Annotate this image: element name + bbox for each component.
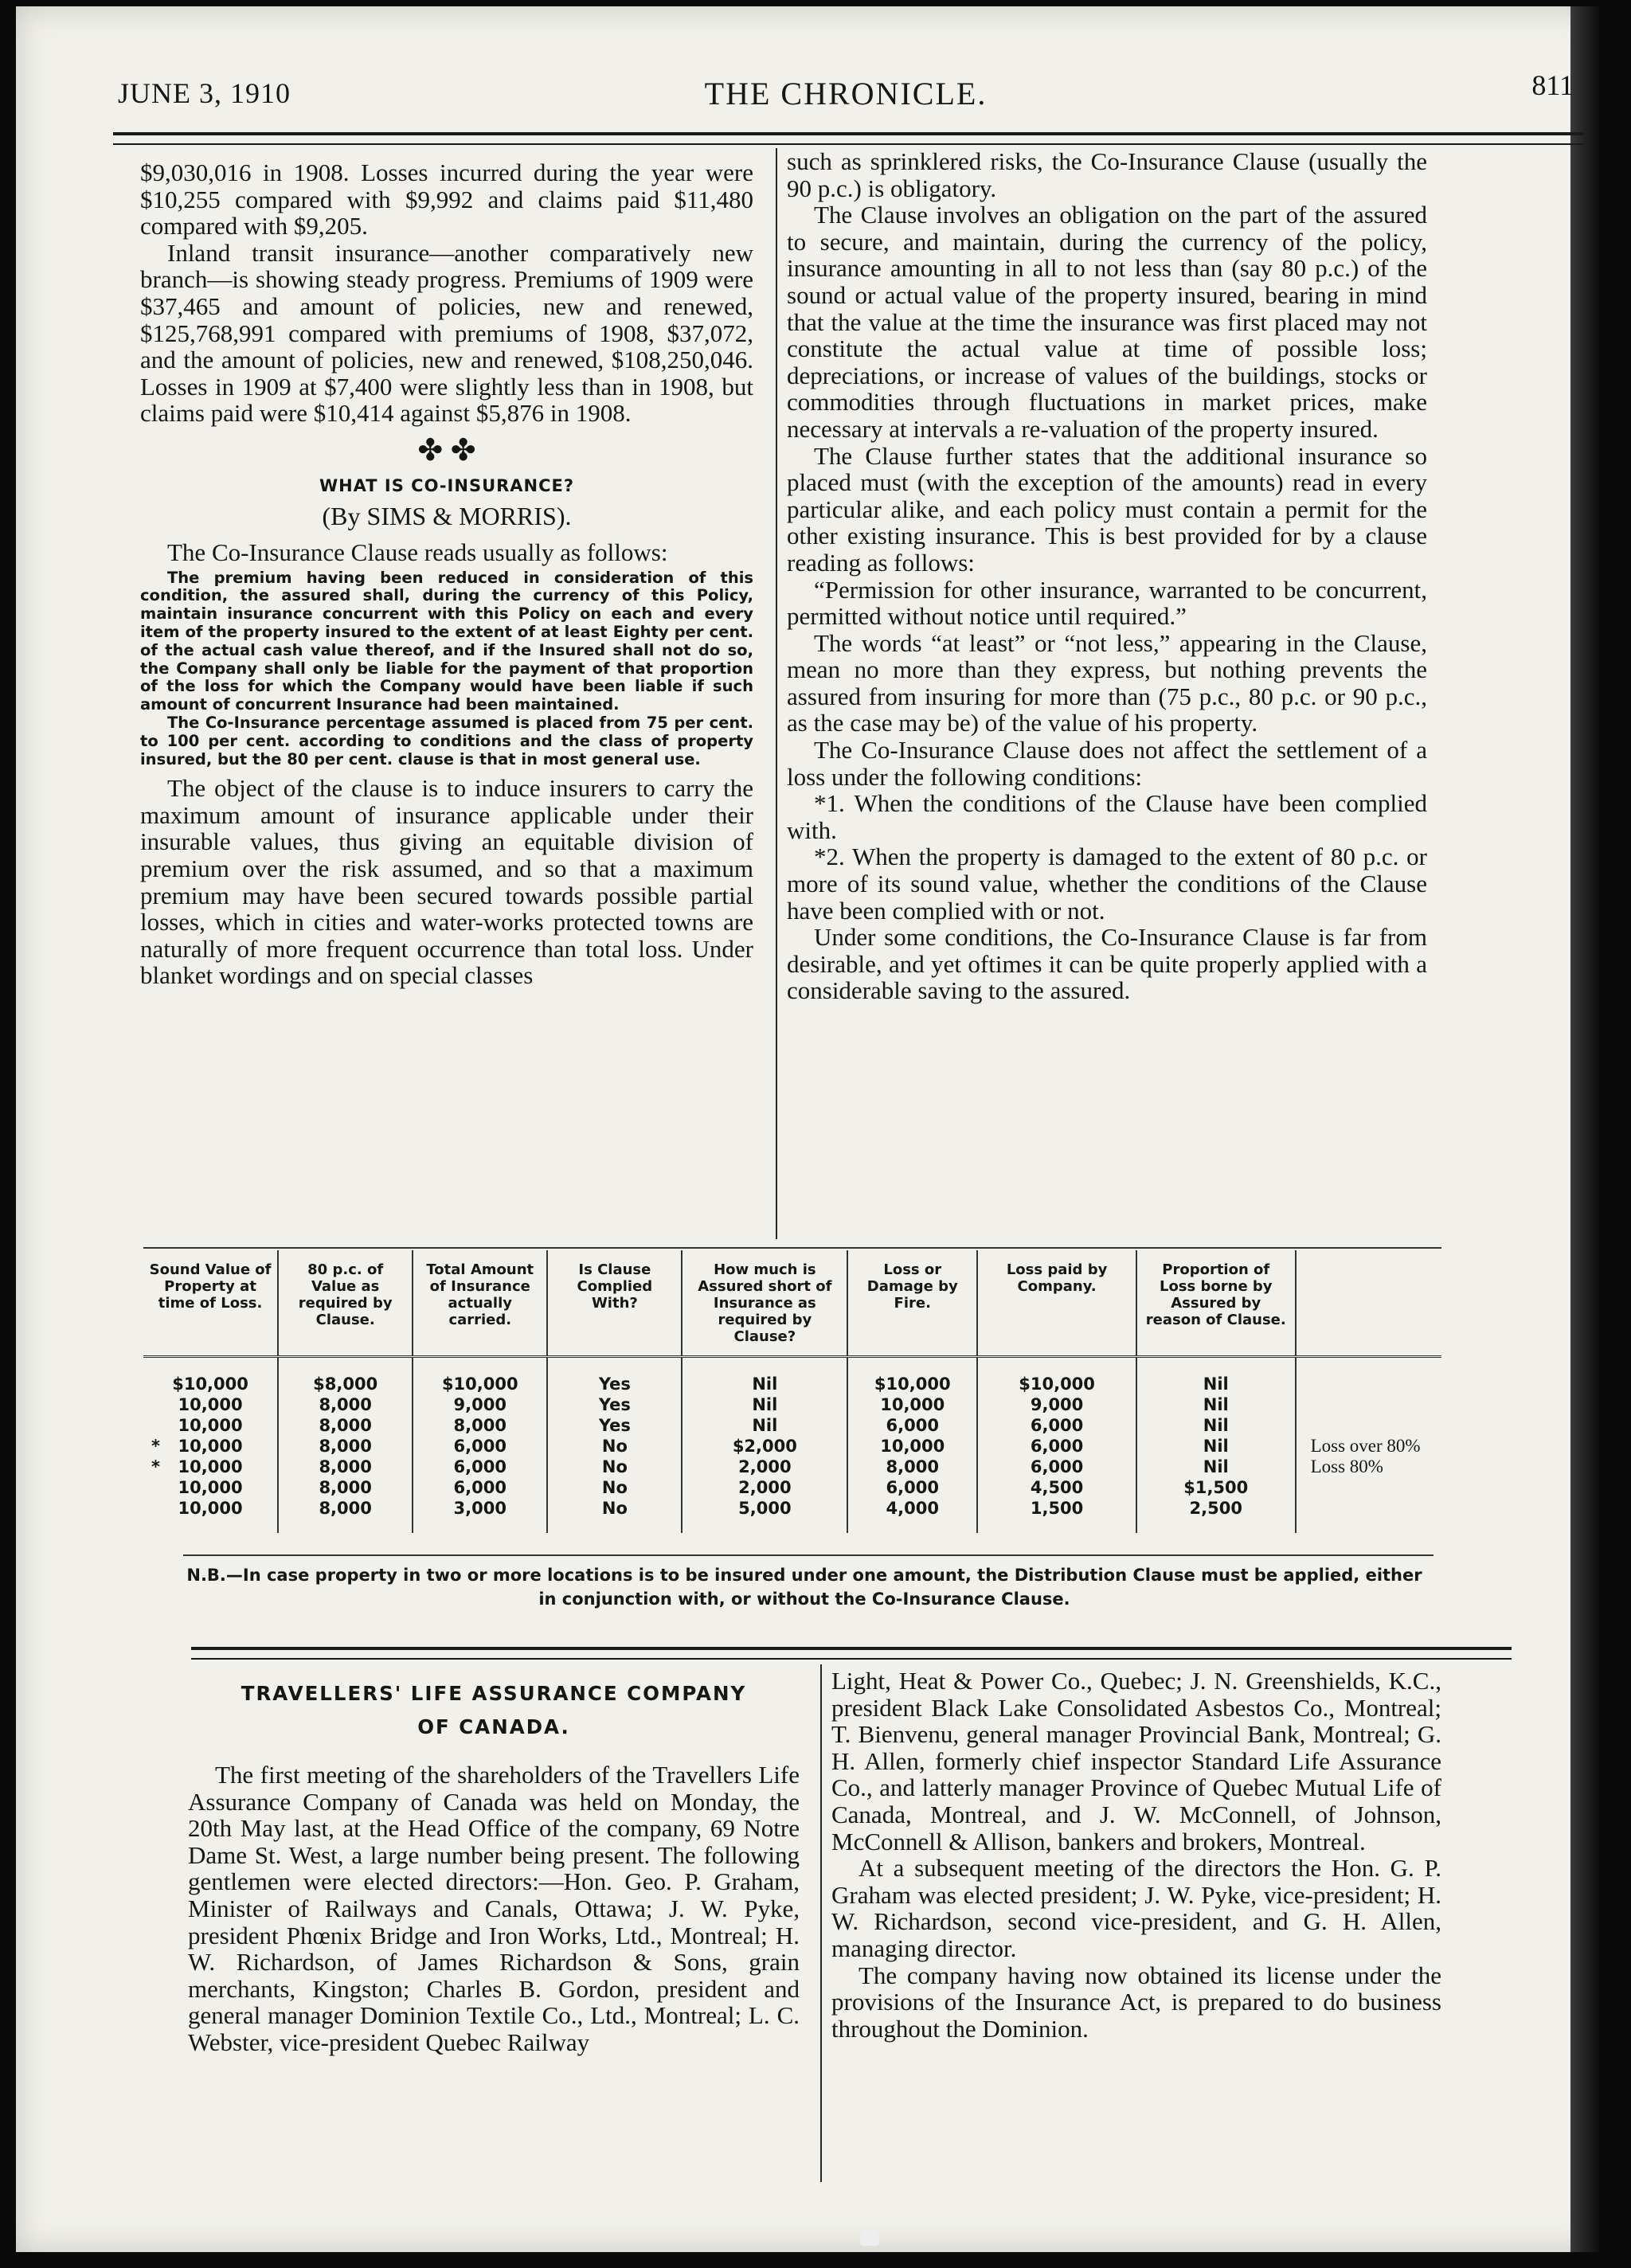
asterisk-mark: *: [151, 1437, 160, 1456]
page-smudge-mark: [860, 2230, 879, 2246]
column-header: 80 p.c. of Value as required by Clause.: [278, 1250, 413, 1357]
publication-title: THE CHRONICLE.: [704, 76, 988, 111]
cell-value: 10,000: [178, 1457, 243, 1476]
column-divider-top: [776, 148, 777, 1239]
table-cell: 6,000: [413, 1436, 547, 1457]
table-cell: $10,000: [847, 1357, 977, 1395]
column-header: Loss paid by Company.: [977, 1250, 1136, 1357]
table-cell: 6,000: [847, 1415, 977, 1436]
table-row: [143, 1477, 1441, 1498]
table-cell: 8,000: [278, 1415, 413, 1436]
table-cell: 4,000: [847, 1498, 977, 1533]
list-item: *1. When the conditions of the Clause have been complied with.: [787, 789, 1427, 844]
paragraph: The Co-Insurance Clause does not affect the settlement of a loss under the following conditions:: [787, 736, 1427, 791]
table-row: [143, 1457, 1441, 1477]
table-cell: [143, 1436, 278, 1457]
table-cell: Nil: [1136, 1415, 1296, 1436]
table-cell: 10,000: [178, 1478, 243, 1497]
paragraph: Under some conditions, the Co-Insurance Clause is far from desirable, and yet oftimes it can be quite properly applied with a considerable saving to the assured.: [787, 923, 1427, 1005]
table-cell: 6,000: [413, 1477, 547, 1498]
table-cell: Nil: [1136, 1394, 1296, 1415]
left-column: [140, 159, 753, 989]
column-header: Sound Value of Property at time of Loss.: [143, 1250, 278, 1357]
table-cell: 10,000: [847, 1436, 977, 1457]
table-cell: 10,000: [178, 1416, 243, 1435]
table-cell: $10,000: [413, 1357, 547, 1395]
article-title-line: OF CANADA.: [417, 1715, 570, 1738]
paragraph: The first meeting of the shareholders of the Travellers Life Assurance Company of Canada was held on Monday, the 20th May last, at the Head Office of the company, 69 Notre Dame St. West, a large number being present. The following gentlemen were elected directors:—Hon. Geo. P. Graham, Minister of Railways and Canals, Ottawa; J. W. Pyke, president Phœnix Bridge and Iron Works, Ltd., Montreal; H. W. Richardson, of James Richardson & Sons, grain merchants, Kingston; Charles B. Gordon, president and general manager Dominion Textile Co., Ltd., Montreal; L. C. Webster, vice-president Quebec Railway: [188, 1761, 800, 2056]
column-header: Loss or Damage by Fire.: [847, 1250, 977, 1357]
travellers-left-column: [188, 1672, 800, 2056]
table-row: [143, 1357, 1441, 1395]
clause-text: [140, 569, 753, 769]
paragraph: Inland transit insurance—another comparatively new branch—is showing steady progress. Premiums of 1909 were $37,465 and amount of policies, new and renewed, $125,768,991 compared with premiums of 1908, $37,072, and the amount of policies, new and renewed, $108,250,046. Losses in 1909 at $7,400 were slightly less than in 1908, but claims paid were $10,414 against $5,876 in 1908.: [140, 238, 753, 428]
section-title: WHAT IS CO-INSURANCE?: [319, 475, 575, 495]
table-top-rule: [143, 1247, 1441, 1249]
table-remark-cell: [1296, 1394, 1441, 1415]
table-cell: Nil: [1136, 1436, 1296, 1457]
table-cell: 3,000: [413, 1498, 547, 1533]
table-cell: 10,000: [178, 1499, 243, 1518]
table-cell: Nil: [1136, 1357, 1296, 1395]
table-cell: Nil: [682, 1415, 847, 1436]
table-cell: Nil: [682, 1357, 847, 1395]
table-row: [143, 1415, 1441, 1436]
table-cell: 10,000: [847, 1394, 977, 1415]
column-header: Proportion of Loss borne by Assured by reason of Clause.: [1136, 1250, 1296, 1357]
byline: (By SIMS & MORRIS).: [322, 501, 572, 530]
article-title: [188, 1677, 800, 1744]
column-header: Is Clause Complied With?: [547, 1250, 682, 1357]
table-cell: $10,000: [977, 1357, 1136, 1395]
paragraph: The Clause further states that the additional insurance so placed must (with the exception of the amounts) read in every particular alike, and each policy must contain a permit for the other existing insurance. This is best provided for by a clause reading as follows:: [787, 441, 1427, 577]
right-column: [787, 148, 1427, 1004]
table-note: N.B.—In case property in two or more locations is to be insured under one amount, the Distribution Clause must be applied, either in conjunction with, or without the Co-Insurance Clause.: [186, 1566, 1422, 1609]
table-remark-cell: Loss over 80%: [1296, 1436, 1441, 1457]
paragraph: The words “at least” or “not less,” appearing in the Clause, mean no more than they express, but nothing prevents the assured from insuring for more than (75 p.c., 80 p.c. or 90 p.c., as the case may be) of the value of his property.: [787, 628, 1427, 737]
table-cell: Yes: [547, 1357, 682, 1395]
clause-paragraph: The premium having been reduced in consideration of this condition, the assured shall, during the currency of this Policy, maintain insurance concurrent with this Policy on each and every item of the property insured to the extent of at least Eighty per cent. of the actual cash value thereof, and if the Insured shall not do so, the Company shall only be liable for the payment of that proportion of the loss for which the Company would have been liable if such amount of concurrent Insurance had been maintained.: [140, 568, 753, 714]
table-cell: Nil: [1136, 1457, 1296, 1477]
table-cell: No: [547, 1436, 682, 1457]
table-cell: 6,000: [977, 1457, 1136, 1477]
clause-paragraph: The Co-Insurance percentage assumed is placed from 75 per cent. to 100 per cent. according to conditions and the class of property insured, but the 80 per cent. clause is that in most general use.: [140, 713, 753, 768]
column-divider-bottom: [820, 1664, 822, 2182]
table-cell: 5,000: [682, 1498, 847, 1533]
table-cell: 8,000: [278, 1477, 413, 1498]
table-cell: 8,000: [847, 1457, 977, 1477]
table-remark-cell: [1296, 1415, 1441, 1436]
table-cell: 6,000: [413, 1457, 547, 1477]
paragraph: Light, Heat & Power Co., Quebec; J. N. Greenshields, K.C., president Black Lake Consolidated Asbestos Co., Montreal; T. Bienvenu, general manager Provincial Bank, Montreal; G. H. Allen, formerly chief inspector Standard Life Assurance Co., and latterly manager Province of Quebec Mutual Life of Canada, Montreal, and J. W. McConnell, of Johnson, McConnell & Allison, bankers and brokers, Montreal.: [831, 1667, 1441, 1855]
page-binding-edge: [1570, 6, 1599, 2252]
cell-value: 10,000: [178, 1437, 243, 1456]
quoted-clause: “Permission for other insurance, warranted to be concurrent, permitted without notice until required.”: [787, 575, 1427, 631]
paragraph: The Co-Insurance Clause reads usually as follows:: [167, 538, 668, 566]
paragraph: The Clause involves an obligation on the part of the assured to secure, and maintain, during the currency of the policy, insurance amounting in all to not less than (say 80 p.c.) of the sound or actual value of the property insured, bearing in mind that the value at the time the insurance was first placed may not constitute the actual value at time of possible loss; depreciations, or increase of values of the buildings, stocks or commodities through fluctuations in market prices, make necessary at intervals a re-valuation of the property insured.: [787, 201, 1427, 443]
table-cell: $1,500: [1136, 1477, 1296, 1498]
table-cell: $10,000: [172, 1374, 248, 1394]
table-cell: $8,000: [278, 1357, 413, 1395]
list-item: *2. When the property is damaged to the extent of 80 p.c. or more of its sound value, whether the conditions of the Clause have been complied with or not.: [787, 843, 1427, 925]
table-cell: 2,000: [682, 1457, 847, 1477]
table-remark-cell: [1296, 1498, 1441, 1533]
table-remark-cell: Loss 80%: [1296, 1457, 1441, 1477]
table-cell: $2,000: [682, 1436, 847, 1457]
table-row: [143, 1436, 1441, 1457]
table-cell: 8,000: [278, 1457, 413, 1477]
table-cell: No: [547, 1498, 682, 1533]
page-number: 811: [1531, 69, 1574, 101]
table-cell: Nil: [682, 1394, 847, 1415]
table-cell: 8,000: [278, 1498, 413, 1533]
table-cell: No: [547, 1477, 682, 1498]
column-header: Total Amount of Insurance actually carried.: [413, 1250, 547, 1357]
issue-date: JUNE 3, 1910: [118, 77, 291, 109]
table-row: [143, 1394, 1441, 1415]
table-row: [143, 1498, 1441, 1533]
table-cell: 4,500: [977, 1477, 1136, 1498]
column-header: [1296, 1250, 1441, 1357]
table-cell: 2,000: [682, 1477, 847, 1498]
paragraph: At a subsequent meeting of the directors the Hon. G. P. Graham was elected president; J. W. Pyke, vice-president; H. W. Richardson, second vice-president, and G. H. Allen, managing director.: [831, 1854, 1441, 1962]
table-body: [143, 1357, 1441, 1534]
paragraph: $9,030,016 in 1908. Losses incurred during the year were $10,255 compared with $9,992 and claims paid $11,480 compared with $9,205.: [140, 158, 753, 240]
table-cell: 9,000: [977, 1394, 1136, 1415]
table-cell: 8,000: [278, 1436, 413, 1457]
column-header: How much is Assured short of Insurance as required by Clause?: [682, 1250, 847, 1357]
table-remark-cell: [1296, 1357, 1441, 1395]
header-rule: [113, 132, 1583, 145]
table-cell: 10,000: [178, 1395, 243, 1414]
table-bottom-rule: [183, 1554, 1433, 1556]
paragraph: The company having now obtained its license under the provisions of the Insurance Act, is prepared to do business throughout the Dominion.: [831, 1961, 1441, 2043]
table-cell: 6,000: [847, 1477, 977, 1498]
table-cell: No: [547, 1457, 682, 1477]
table-cell: 2,500: [1136, 1498, 1296, 1533]
paragraph: The object of the clause is to induce insurers to carry the maximum amount of insurance applicable under their insurable values, thus giving an equitable division of premium over the risk assumed, and so that a maximum premium may have been secured towards possible partial losses, which in cities and water-works protected towns are naturally of more frequent occurrence than total loss. Under blanket wordings and on special classes: [140, 774, 753, 990]
table-cell: 6,000: [977, 1436, 1136, 1457]
section-ornament: ✤ ✤: [417, 433, 476, 467]
article-title-line: TRAVELLERS' LIFE ASSURANCE COMPANY: [241, 1682, 747, 1705]
table-cell: 8,000: [278, 1394, 413, 1415]
co-insurance-table-grid: [143, 1250, 1441, 1533]
table-cell: 8,000: [413, 1415, 547, 1436]
paragraph: such as sprinklered risks, the Co-Insurance Clause (usually the 90 p.c.) is obligatory.: [787, 147, 1427, 202]
co-insurance-table: [143, 1250, 1441, 1533]
table-cell: 6,000: [977, 1415, 1136, 1436]
travellers-right-column: [831, 1668, 1441, 2042]
table-cell: Yes: [547, 1415, 682, 1436]
table-cell: [143, 1457, 278, 1477]
section-divider-rule: [191, 1647, 1512, 1660]
table-cell: 9,000: [413, 1394, 547, 1415]
page-header: [118, 68, 1574, 116]
asterisk-mark: *: [151, 1457, 160, 1476]
table-cell: 1,500: [977, 1498, 1136, 1533]
table-remark-cell: [1296, 1477, 1441, 1498]
table-cell: Yes: [547, 1394, 682, 1415]
